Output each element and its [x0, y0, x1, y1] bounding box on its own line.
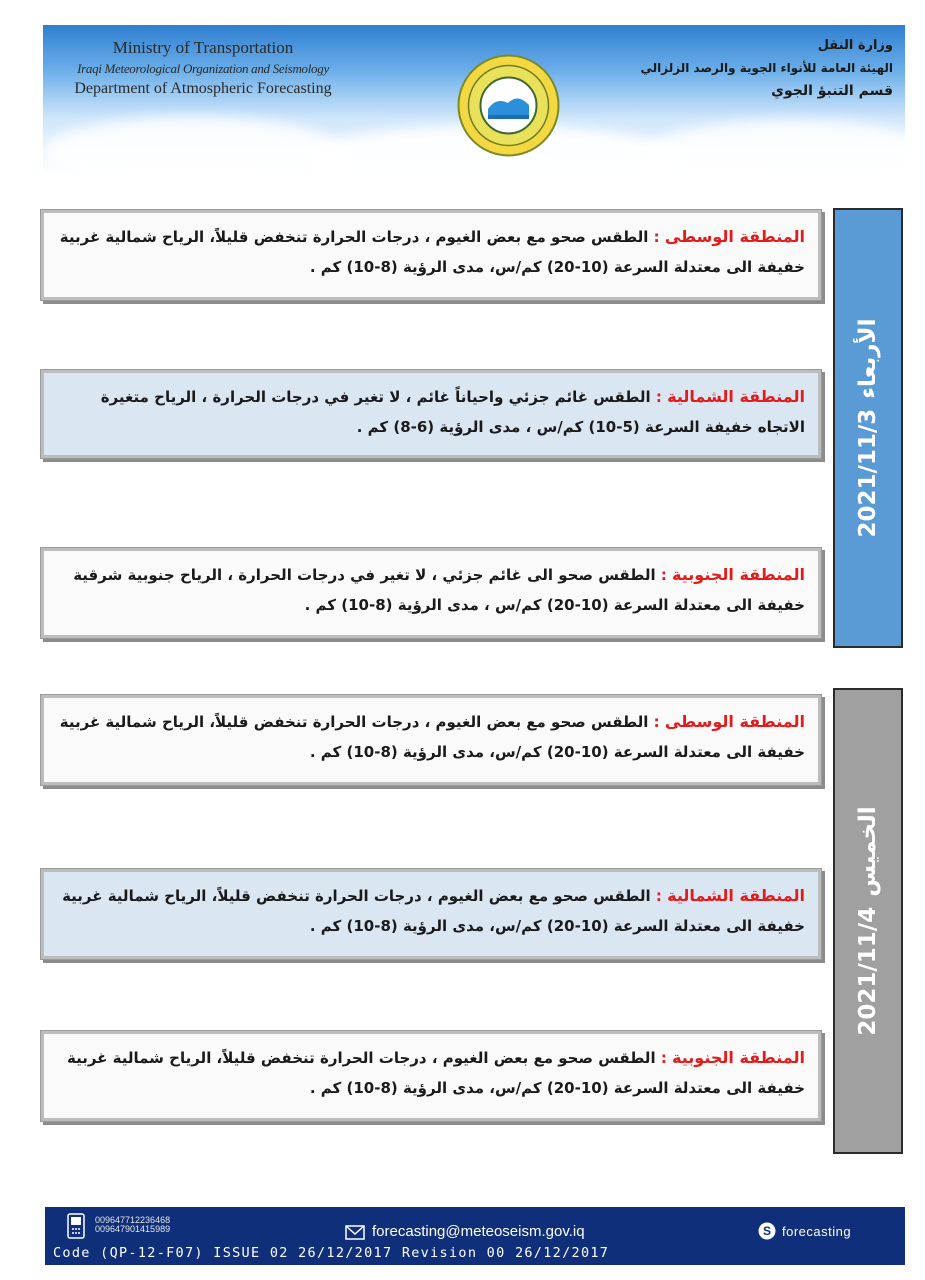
forecast-box-south-day2: المنطقة الجنوبية : الطقس صحو مع بعض الغيوم ، درجات الحرارة تنخفض قليلاً، الرياح شمالية غربية خفيفة الى معتدلة السرعة (10-20) كم/س، مدى الرؤية (8-10) كم .: [40, 1030, 822, 1122]
date-value: 2021/11/4: [855, 906, 881, 1036]
date-label: [855, 806, 881, 1035]
cloud-decoration: [43, 117, 343, 175]
region-label: المنطقة الشمالية: [667, 387, 805, 406]
date-strip-day2: [833, 688, 903, 1154]
forecast-box-north-day1: المنطقة الشمالية : الطقس غائم جزئي واحياناً غائم ، لا تغير في درجات الحرارة ، الرياح متغيرة الاتجاه خفيفة السرعة (5-10) كم/س ، مدى الرؤية (6-8) كم .: [40, 369, 822, 459]
forecast-text: الطقس غائم جزئي واحياناً غائم ، لا تغير في درجات الحرارة ، الرياح متغيرة الاتجاه خفيفة السرعة (5-10) كم/س ، مدى الرؤية (6-8) كم .: [100, 388, 805, 436]
email-address[interactable]: forecasting@meteoseism.gov.iq: [372, 1223, 585, 1240]
forecast-text: الطقس صحو مع بعض الغيوم ، درجات الحرارة تنخفض قليلاً، الرياح شمالية غربية خفيفة الى معتدلة السرعة (10-20) كم/س، مدى الرؤية (8-10) كم .: [59, 713, 805, 761]
department-name-en: Department of Atmospheric Forecasting: [74, 80, 332, 97]
date-strip-day1: [833, 208, 903, 648]
forecast-text: الطقس صحو مع بعض الغيوم ، درجات الحرارة تنخفض قليلاً، الرياح شمالية غربية خفيفة الى معتدلة السرعة (10-20) كم/س، مدى الرؤية (8-10) كم .: [66, 1049, 805, 1097]
date-label: [855, 318, 881, 537]
region-label: المنطقة الوسطى: [664, 227, 805, 246]
forecast-box-south-day1: المنطقة الجنوبية : الطقس صحو الى غائم جزئي ، لا تغير في درجات الحرارة ، الرياح جنوبية شرقية خفيفة الى معتدلة السرعة (10-20) كم/س ، مدى الرؤية (8-10) كم .: [40, 547, 822, 639]
skype-handle[interactable]: forecasting: [782, 1224, 852, 1239]
document-code: Code (QP-12-F07) ISSUE 02 26/12/2017 Revision 00 26/12/2017: [53, 1245, 610, 1261]
svg-text:S: S: [762, 1224, 772, 1238]
day-name: الأربعاء: [855, 318, 881, 399]
skype-icon: [758, 1222, 776, 1240]
phone-number: 009647712236468: [95, 1215, 171, 1225]
day-name: الخميس: [855, 806, 881, 897]
region-label: المنطقة الشمالية: [667, 886, 805, 905]
email-icon: [345, 1225, 365, 1240]
ministry-name-en: Ministry of Transportation: [112, 38, 294, 57]
date-value: 2021/11/3: [855, 408, 881, 538]
forecast-text: الطقس صحو مع بعض الغيوم ، درجات الحرارة تنخفض قليلاً، الرياح شمالية غربية خفيفة الى معتدلة السرعة (10-20) كم/س، مدى الرؤية (8-10) كم .: [59, 228, 805, 276]
department-name-ar: قسم التنبؤ الجوي: [771, 83, 893, 99]
forecast-box-north-day2: المنطقة الشمالية : الطقس صحو مع بعض الغيوم ، درجات الحرارة تنخفض قليلاً، الرياح شمالية غربية خفيفة الى معتدلة السرعة (10-20) كم/س، مدى الرؤية (8-10) كم .: [40, 868, 822, 960]
phone-icon: [67, 1213, 85, 1239]
ministry-name-ar: وزارة النقل: [817, 38, 893, 53]
english-heading: [53, 37, 353, 100]
organization-name-ar: الهيئة العامة للأنواء الجوية والرصد الزلزالي: [640, 61, 893, 75]
phone-numbers: [95, 1216, 170, 1234]
organization-logo: [456, 53, 561, 158]
header-banner: [43, 25, 905, 175]
forecast-text: الطقس صحو مع بعض الغيوم ، درجات الحرارة تنخفض قليلاً، الرياح شمالية غربية خفيفة الى معتدلة السرعة (10-20) كم/س، مدى الرؤية (8-10) كم .: [62, 887, 805, 935]
region-label: المنطقة الجنوبية: [672, 565, 805, 584]
forecast-box-central-day1: المنطقة الوسطى : الطقس صحو مع بعض الغيوم ، درجات الحرارة تنخفض قليلاً، الرياح شمالية غربية خفيفة الى معتدلة السرعة (10-20) كم/س، مدى الرؤية (8-10) كم .: [40, 209, 822, 301]
organization-name-en: Iraqi Meteorological Organization and Seismology: [77, 61, 329, 76]
arabic-heading: [603, 35, 893, 103]
region-label: المنطقة الجنوبية: [672, 1048, 805, 1067]
forecast-text: الطقس صحو الى غائم جزئي ، لا تغير في درجات الحرارة ، الرياح جنوبية شرقية خفيفة الى معتدلة السرعة (10-20) كم/س ، مدى الرؤية (8-10) كم .: [73, 566, 805, 614]
cloud-decoration: [643, 120, 905, 175]
footer-bar: [45, 1207, 905, 1265]
forecast-box-central-day2: المنطقة الوسطى : الطقس صحو مع بعض الغيوم ، درجات الحرارة تنخفض قليلاً، الرياح شمالية غربية خفيفة الى معتدلة السرعة (10-20) كم/س، مدى الرؤية (8-10) كم .: [40, 694, 822, 786]
region-label: المنطقة الوسطى: [664, 712, 805, 731]
phone-number: 009647901415989: [95, 1224, 171, 1234]
